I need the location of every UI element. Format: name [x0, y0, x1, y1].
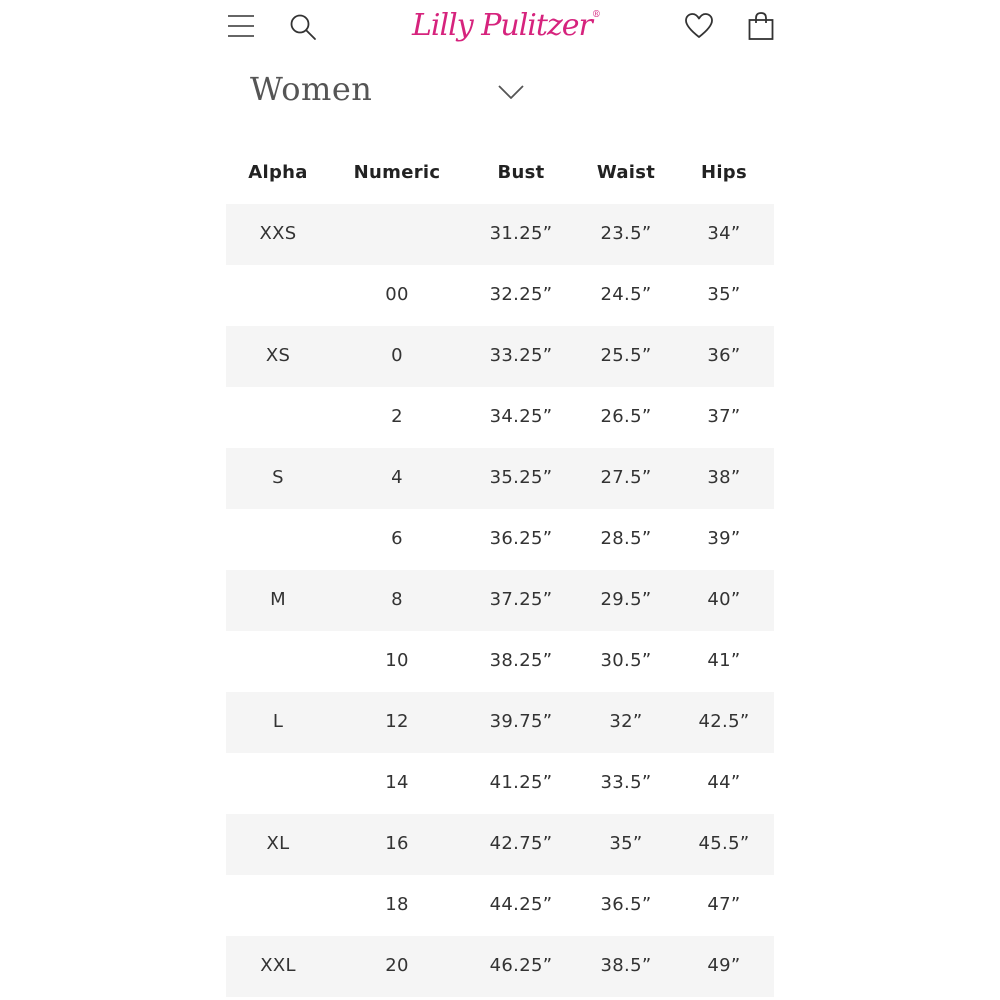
cell-bust: 31.25” — [489, 223, 553, 244]
cell-bust: 33.25” — [489, 345, 553, 366]
cell-numeric: 14 — [385, 772, 409, 793]
cell-numeric: 8 — [391, 589, 403, 610]
top-navigation-bar — [226, 0, 774, 56]
cell-hips: 40” — [707, 589, 741, 610]
cell-hips: 37” — [707, 406, 741, 427]
table-row — [226, 753, 774, 814]
cell-hips: 45.5” — [698, 833, 750, 854]
cell-bust: 35.25” — [489, 467, 553, 488]
table-row — [226, 570, 774, 631]
cell-waist: 36.5” — [600, 894, 652, 915]
cell-waist: 28.5” — [600, 528, 652, 549]
cell-bust: 37.25” — [489, 589, 553, 610]
table-row — [226, 875, 774, 936]
cell-waist: 38.5” — [600, 955, 652, 976]
cell-bust: 46.25” — [489, 955, 553, 976]
cell-hips: 38” — [707, 467, 741, 488]
column-header-bust: Bust — [497, 162, 545, 183]
cell-waist: 32” — [609, 711, 643, 732]
column-header-alpha: Alpha — [248, 162, 308, 183]
cell-waist: 33.5” — [600, 772, 652, 793]
cell-hips: 49” — [707, 955, 741, 976]
cell-waist: 23.5” — [600, 223, 652, 244]
cell-waist: 30.5” — [600, 650, 652, 671]
cell-hips: 36” — [707, 345, 741, 366]
chevron-down-icon — [496, 82, 526, 102]
cell-bust: 38.25” — [489, 650, 553, 671]
cell-alpha: S — [272, 467, 284, 488]
cell-hips: 34” — [707, 223, 741, 244]
category-dropdown-value: Women — [250, 70, 373, 108]
column-header-numeric: Numeric — [353, 162, 441, 183]
cell-bust: 39.75” — [489, 711, 553, 732]
table-row — [226, 326, 774, 387]
cell-numeric: 6 — [391, 528, 403, 549]
cell-bust: 36.25” — [489, 528, 553, 549]
cell-hips: 47” — [707, 894, 741, 915]
cell-hips: 39” — [707, 528, 741, 549]
search-icon[interactable] — [288, 12, 318, 42]
cell-numeric: 16 — [385, 833, 409, 854]
cell-numeric: 00 — [385, 284, 409, 305]
table-row — [226, 814, 774, 875]
cell-alpha: XXS — [259, 223, 297, 244]
brand-logo[interactable] — [412, 0, 600, 52]
cell-numeric: 10 — [385, 650, 409, 671]
category-dropdown[interactable] — [250, 64, 540, 120]
cell-bust: 34.25” — [489, 406, 553, 427]
cell-numeric: 18 — [385, 894, 409, 915]
cell-alpha: M — [270, 589, 286, 610]
cell-bust: 44.25” — [489, 894, 553, 915]
column-header-waist: Waist — [596, 162, 656, 183]
size-chart-table — [226, 144, 774, 997]
cell-numeric: 4 — [391, 467, 403, 488]
cell-numeric: 0 — [391, 345, 403, 366]
hamburger-menu-icon[interactable] — [226, 12, 256, 40]
registered-mark: ® — [591, 10, 600, 20]
shopping-bag-icon[interactable] — [746, 11, 776, 41]
table-row — [226, 631, 774, 692]
cell-waist: 26.5” — [600, 406, 652, 427]
cell-alpha: XXL — [260, 955, 296, 976]
cell-hips: 35” — [707, 284, 741, 305]
cell-alpha: XL — [266, 833, 290, 854]
cell-numeric: 2 — [391, 406, 403, 427]
brand-logo-text: Lilly Pulitzer — [412, 8, 592, 43]
cell-waist: 29.5” — [600, 589, 652, 610]
cell-alpha: L — [272, 711, 284, 732]
cell-bust: 41.25” — [489, 772, 553, 793]
size-chart-header-row — [226, 144, 774, 204]
cell-hips: 44” — [707, 772, 741, 793]
cell-waist: 25.5” — [600, 345, 652, 366]
cell-bust: 32.25” — [489, 284, 553, 305]
cell-waist: 24.5” — [600, 284, 652, 305]
cell-hips: 42.5” — [698, 711, 750, 732]
cell-alpha: XS — [265, 345, 291, 366]
table-row — [226, 692, 774, 753]
column-header-hips: Hips — [700, 162, 748, 183]
cell-numeric: 20 — [385, 955, 409, 976]
cell-numeric: 12 — [385, 711, 409, 732]
table-row — [226, 448, 774, 509]
table-row — [226, 204, 774, 265]
cell-hips: 41” — [707, 650, 741, 671]
cell-waist: 27.5” — [600, 467, 652, 488]
table-row — [226, 936, 774, 997]
cell-waist: 35” — [609, 833, 643, 854]
table-row — [226, 265, 774, 326]
table-row — [226, 509, 774, 570]
table-row — [226, 387, 774, 448]
cell-bust: 42.75” — [489, 833, 553, 854]
heart-icon[interactable] — [684, 12, 714, 40]
